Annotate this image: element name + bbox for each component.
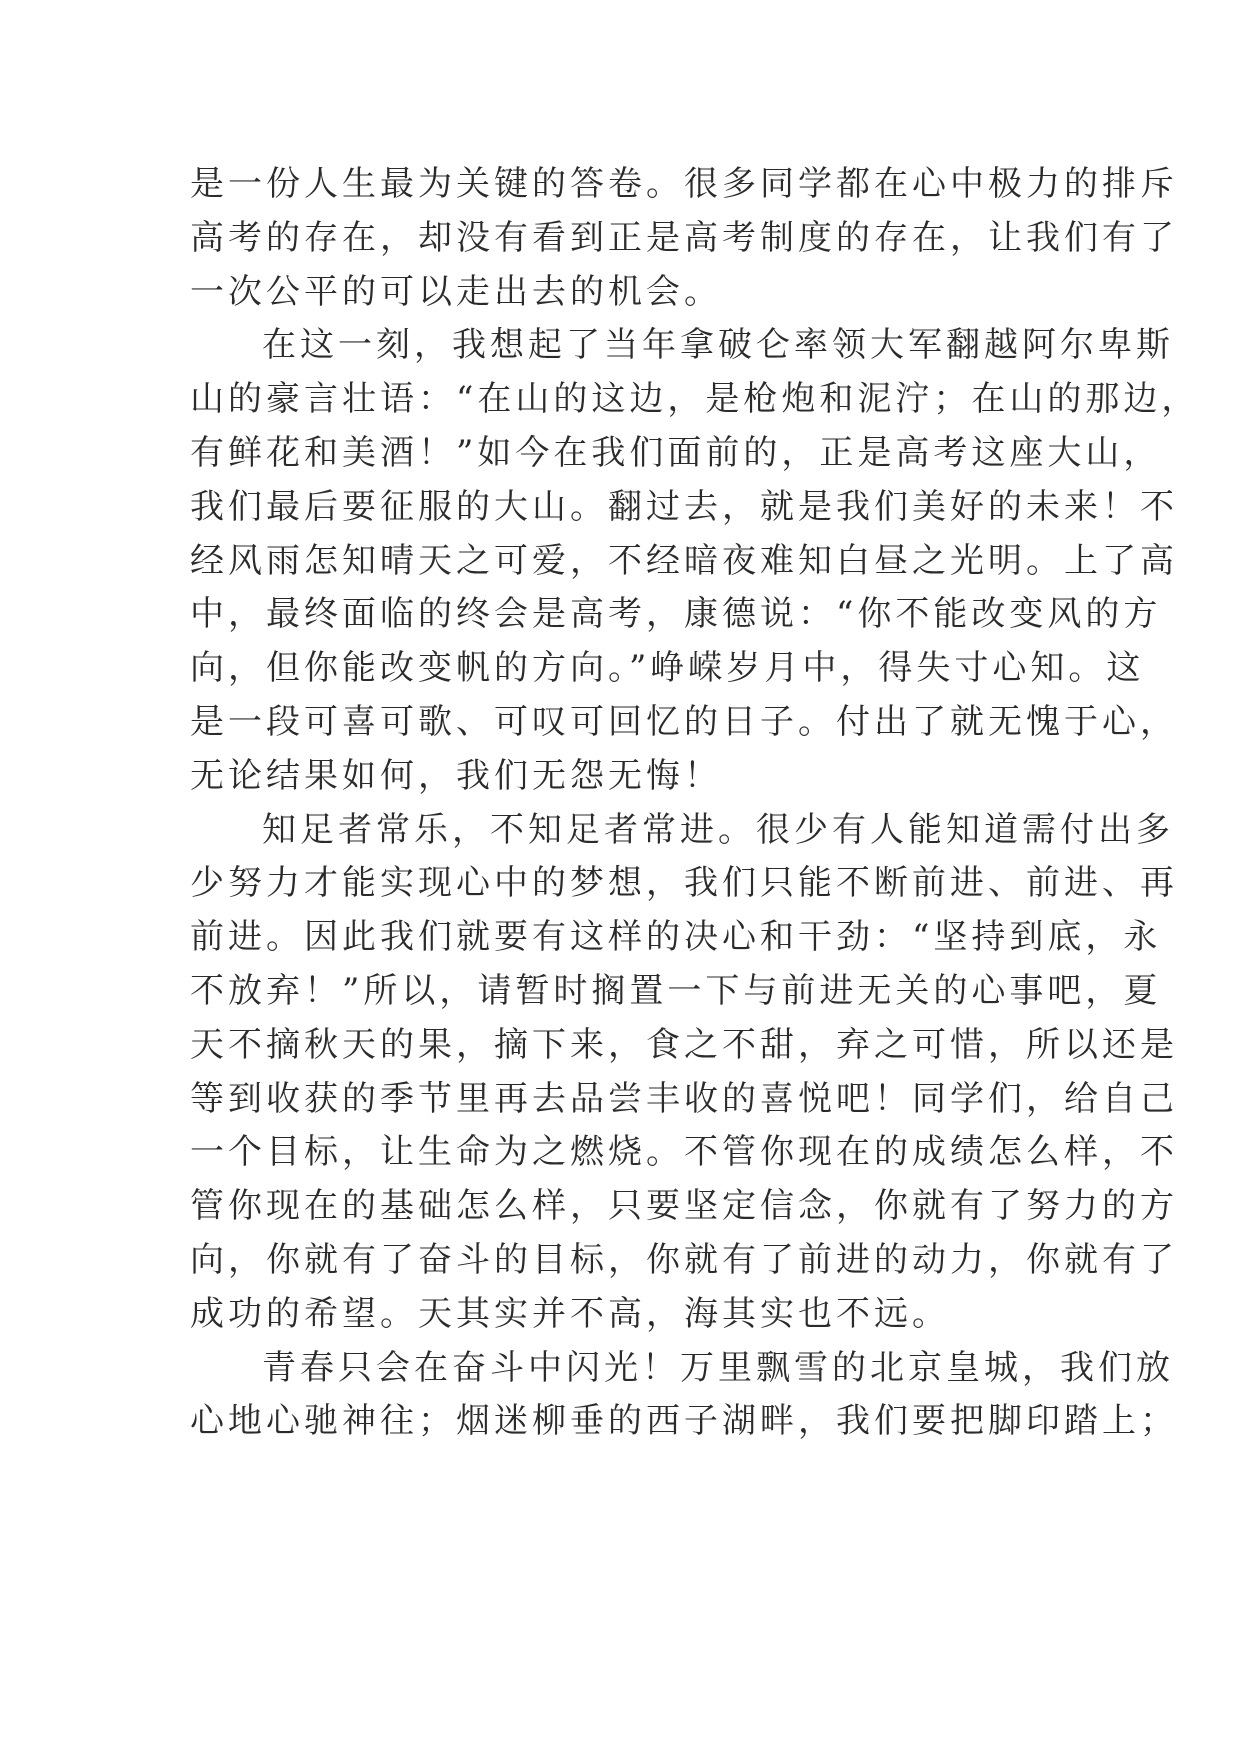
text-line: 山的豪言壮语：“在山的这边，是枪炮和泥泞；在山的那边， xyxy=(190,379,1200,420)
text-line: 不放弃！”所以，请暂时搁置一下与前进无关的心事吧，夏 xyxy=(190,970,1162,1011)
text-line: 天不摘秋天的果，摘下来，食之不甜，弃之可惜，所以还是 xyxy=(190,1024,1178,1065)
text-line: 是一段可喜可歌、可叹可回忆的日子。付出了就无愧于心， xyxy=(190,701,1178,742)
text-line: 我们最后要征服的大山。翻过去，就是我们美好的未来！不 xyxy=(190,486,1178,527)
text-line: 有鲜花和美酒！”如今在我们面前的，正是高考这座大山， xyxy=(190,432,1162,473)
text-line: 成功的希望。天其实并不高，海其实也不远。 xyxy=(190,1293,950,1334)
text-line: 是一份人生最为关键的答卷。很多同学都在心中极力的排斥 xyxy=(190,164,1178,204)
body-text xyxy=(190,158,1200,1449)
text-line: 等到收获的季节里再去品尝丰收的喜悦吧！同学们，给自己 xyxy=(190,1078,1178,1119)
text-line: 前进。因此我们就要有这样的决心和干劲：“坚持到底，永 xyxy=(190,917,1162,958)
text-line: 无论结果如何，我们无怨无悔！ xyxy=(190,755,722,796)
text-line: 向，但你能改变帆的方向。”峥嵘岁月中，得失寸心知。这 xyxy=(190,648,1145,689)
text-line: 中，最终面临的终会是高考，康德说：“你不能改变风的方 xyxy=(190,594,1162,635)
text-line: 管你现在的基础怎么样，只要坚定信念，你就有了努力的方 xyxy=(190,1186,1178,1227)
text-line: 心地心驰神往；烟迷柳垂的西子湖畔，我们要把脚印踏上； xyxy=(190,1401,1178,1442)
text-line: 知足者常乐，不知足者常进。很少有人能知道需付出多 xyxy=(262,809,1174,850)
text-line: 少努力才能实现心中的梦想，我们只能不断前进、前进、再 xyxy=(190,863,1178,904)
text-line: 青春只会在奋斗中闪光！万里飘雪的北京皇城，我们放 xyxy=(262,1347,1174,1388)
text-line: 在这一刻，我想起了当年拿破仑率领大军翻越阿尔卑斯 xyxy=(262,325,1174,366)
text-line: 一次公平的可以走出去的机会。 xyxy=(190,271,722,312)
text-line: 高考的存在，却没有看到正是高考制度的存在，让我们有了 xyxy=(190,217,1178,258)
text-line: 向，你就有了奋斗的目标，你就有了前进的动力，你就有了 xyxy=(190,1239,1178,1280)
text-line: 经风雨怎知晴天之可爱，不经暗夜难知白昼之光明。上了高 xyxy=(190,540,1178,581)
text-line: 一个目标，让生命为之燃烧。不管你现在的成绩怎么样，不 xyxy=(190,1132,1178,1173)
